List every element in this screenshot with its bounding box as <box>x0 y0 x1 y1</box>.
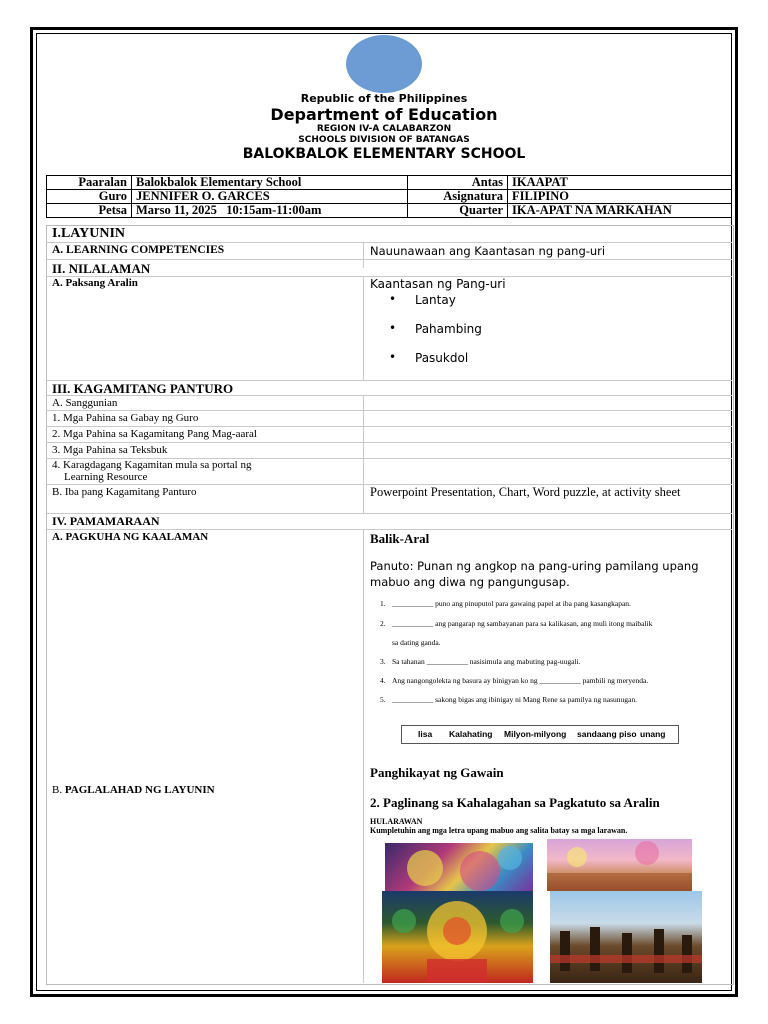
paglalahad-text: PAGLALAHAD NG LAYUNIN <box>64 784 215 796</box>
info-value-antas: IKAAPAT <box>508 176 732 190</box>
question-number: 1. <box>380 599 386 608</box>
info-value-paaralan: Balokbalok Elementary School <box>132 176 408 190</box>
festival-street-parade-photo <box>547 839 692 891</box>
section-kagamitan-title: III. KAGAMITANG PANTURO <box>52 381 234 396</box>
iba-pang-kagamitan-label: B. Iba pang Kagamitang Panturo <box>52 486 197 498</box>
grid-row-line <box>46 426 732 427</box>
pagkuha-label: A. PAGKUHA NG KAALAMAN <box>52 531 209 543</box>
word-bank-item: Kalahating <box>449 729 493 739</box>
info-value-guro: JENNIFER O. GARCES <box>132 190 408 204</box>
paglinang-title: 2. Paglinang sa Kahalagahan sa Pagkatuto sa Aralin <box>370 795 660 810</box>
info-label-petsa: Petsa <box>47 204 132 218</box>
kagamitan-item-2: 2. Mga Pahina sa Kagamitang Pang Mag-aaral <box>52 428 257 440</box>
grid-divider <box>363 529 364 983</box>
question-1 <box>380 599 631 608</box>
bullet-lantay: • Lantay <box>415 293 456 307</box>
grid-divider <box>363 242 364 268</box>
question-2 <box>380 619 652 628</box>
paksa-value: Kaantasan ng Pang-uri <box>370 277 506 291</box>
bullet-pahambing: • Pahambing <box>415 322 482 336</box>
question-number: 4. <box>380 676 386 685</box>
grid-row-line <box>46 529 732 530</box>
grid-row-line <box>46 410 732 411</box>
kagamitan-item-4-cont: Learning Resource <box>64 471 148 483</box>
question-text: Sa tahanan ___________ nasisimula ang mabuting pag-uugali. <box>392 657 581 666</box>
question-2-cont: sa dating ganda. <box>392 638 441 647</box>
competencies-label: A. LEARNING COMPETENCIES <box>52 244 225 256</box>
sanggunian-label: A. Sanggunian <box>52 397 118 409</box>
word-bank-item: unang <box>640 729 666 739</box>
info-value-petsa: Marso 11, 2025 10:15am-11:00am <box>132 204 408 218</box>
grid-divider <box>363 276 364 380</box>
grid-row-line <box>46 259 732 260</box>
section-pamamaraan-title: IV. PAMAMARAAN <box>52 514 160 528</box>
word-bank-item: Iisa <box>418 729 433 739</box>
question-text: ___________ sakong bigas ang ibinigay ni Mang Rene sa pamilya ng nasunugan. <box>392 695 637 704</box>
word-bank-box <box>401 725 679 744</box>
grid-divider <box>363 395 364 513</box>
kagamitan-item-4: 4. Karagdagang Kagamitan mula sa portal ng <box>52 459 252 471</box>
balik-aral-title: Balik-Aral <box>370 531 430 546</box>
panuto-text: Panuto: Punan ng angkop na pang-uring pamilang upang mabuo ang diwa ng pangungusap. <box>370 559 699 589</box>
question-text: ___________ puno ang pinuputol para gawaing papel at iba pang kasangkapan. <box>392 599 631 608</box>
info-label-guro: Guro <box>47 190 132 204</box>
word-bank-item: sandaang piso <box>577 729 637 739</box>
info-value-asignatura: FILIPINO <box>508 190 732 204</box>
question-text: ___________ ang pangarap ng sambayanan para sa kalikasan, ang muli itong maibalik <box>392 619 653 628</box>
word-bank-item: Milyon-milyong <box>504 729 567 739</box>
festival-mask-photo <box>385 843 533 893</box>
kagamitan-item-3: 3. Mga Pahina sa Teksbuk <box>52 444 168 456</box>
paglalahad-prefix: B. <box>52 784 65 796</box>
question-number: 5. <box>380 695 386 704</box>
festival-tribal-dance-photo <box>550 891 702 983</box>
header-division: SCHOOLS DIVISION OF BATANGAS <box>298 135 470 145</box>
grid-row-line <box>46 442 732 443</box>
hularawan-label: HULARAWAN <box>370 817 423 826</box>
competencies-value: Nauunawaan ang Kaantasan ng pang-uri <box>370 244 606 258</box>
panghikayat-title: Panghikayat ng Gawain <box>370 765 504 780</box>
paksa-label: A. Paksang Aralin <box>52 277 138 289</box>
question-5 <box>380 695 637 704</box>
header-republic: Republic of the Philippines <box>300 92 468 105</box>
iba-pang-kagamitan-value: Powerpoint Presentation, Chart, Word puzzle, at activity sheet <box>370 485 681 499</box>
info-table <box>46 175 732 218</box>
grid-row-line <box>46 242 732 243</box>
section-nilalaman-title: II. NILALAMAN <box>52 261 151 276</box>
question-text: Ang nangongolekta ng basura ay binigyan ko ng ___________ pambili ng meryenda. <box>392 676 649 685</box>
question-number: 3. <box>380 657 386 666</box>
section-layunin-title: I.LAYUNIN <box>52 226 126 241</box>
question-3 <box>380 657 581 666</box>
info-label-antas: Antas <box>408 176 508 190</box>
info-label-asignatura: Asignatura <box>408 190 508 204</box>
info-label-quarter: Quarter <box>408 204 508 218</box>
deped-seal-logo <box>346 35 422 93</box>
paglalahad-label <box>52 784 215 796</box>
header-department: Department of Education <box>270 105 498 124</box>
info-value-quarter: IKA-APAT NA MARKAHAN <box>508 204 732 218</box>
kagamitan-item-1: 1. Mga Pahina sa Gabay ng Guro <box>52 412 199 424</box>
festival-dancer-photo <box>382 891 533 983</box>
header-school: BALOKBALOK ELEMENTARY SCHOOL <box>242 146 526 162</box>
header-region: REGION IV-A CALABARZON <box>316 124 452 134</box>
question-4 <box>380 676 648 685</box>
bullet-pasukdol: • Pasukdol <box>415 351 468 365</box>
hularawan-instruction: Kumpletuhin ang mga letra upang mabuo ang salita batay sa mga larawan. <box>370 826 628 835</box>
question-number: 2. <box>380 619 386 628</box>
info-label-paaralan: Paaralan <box>47 176 132 190</box>
